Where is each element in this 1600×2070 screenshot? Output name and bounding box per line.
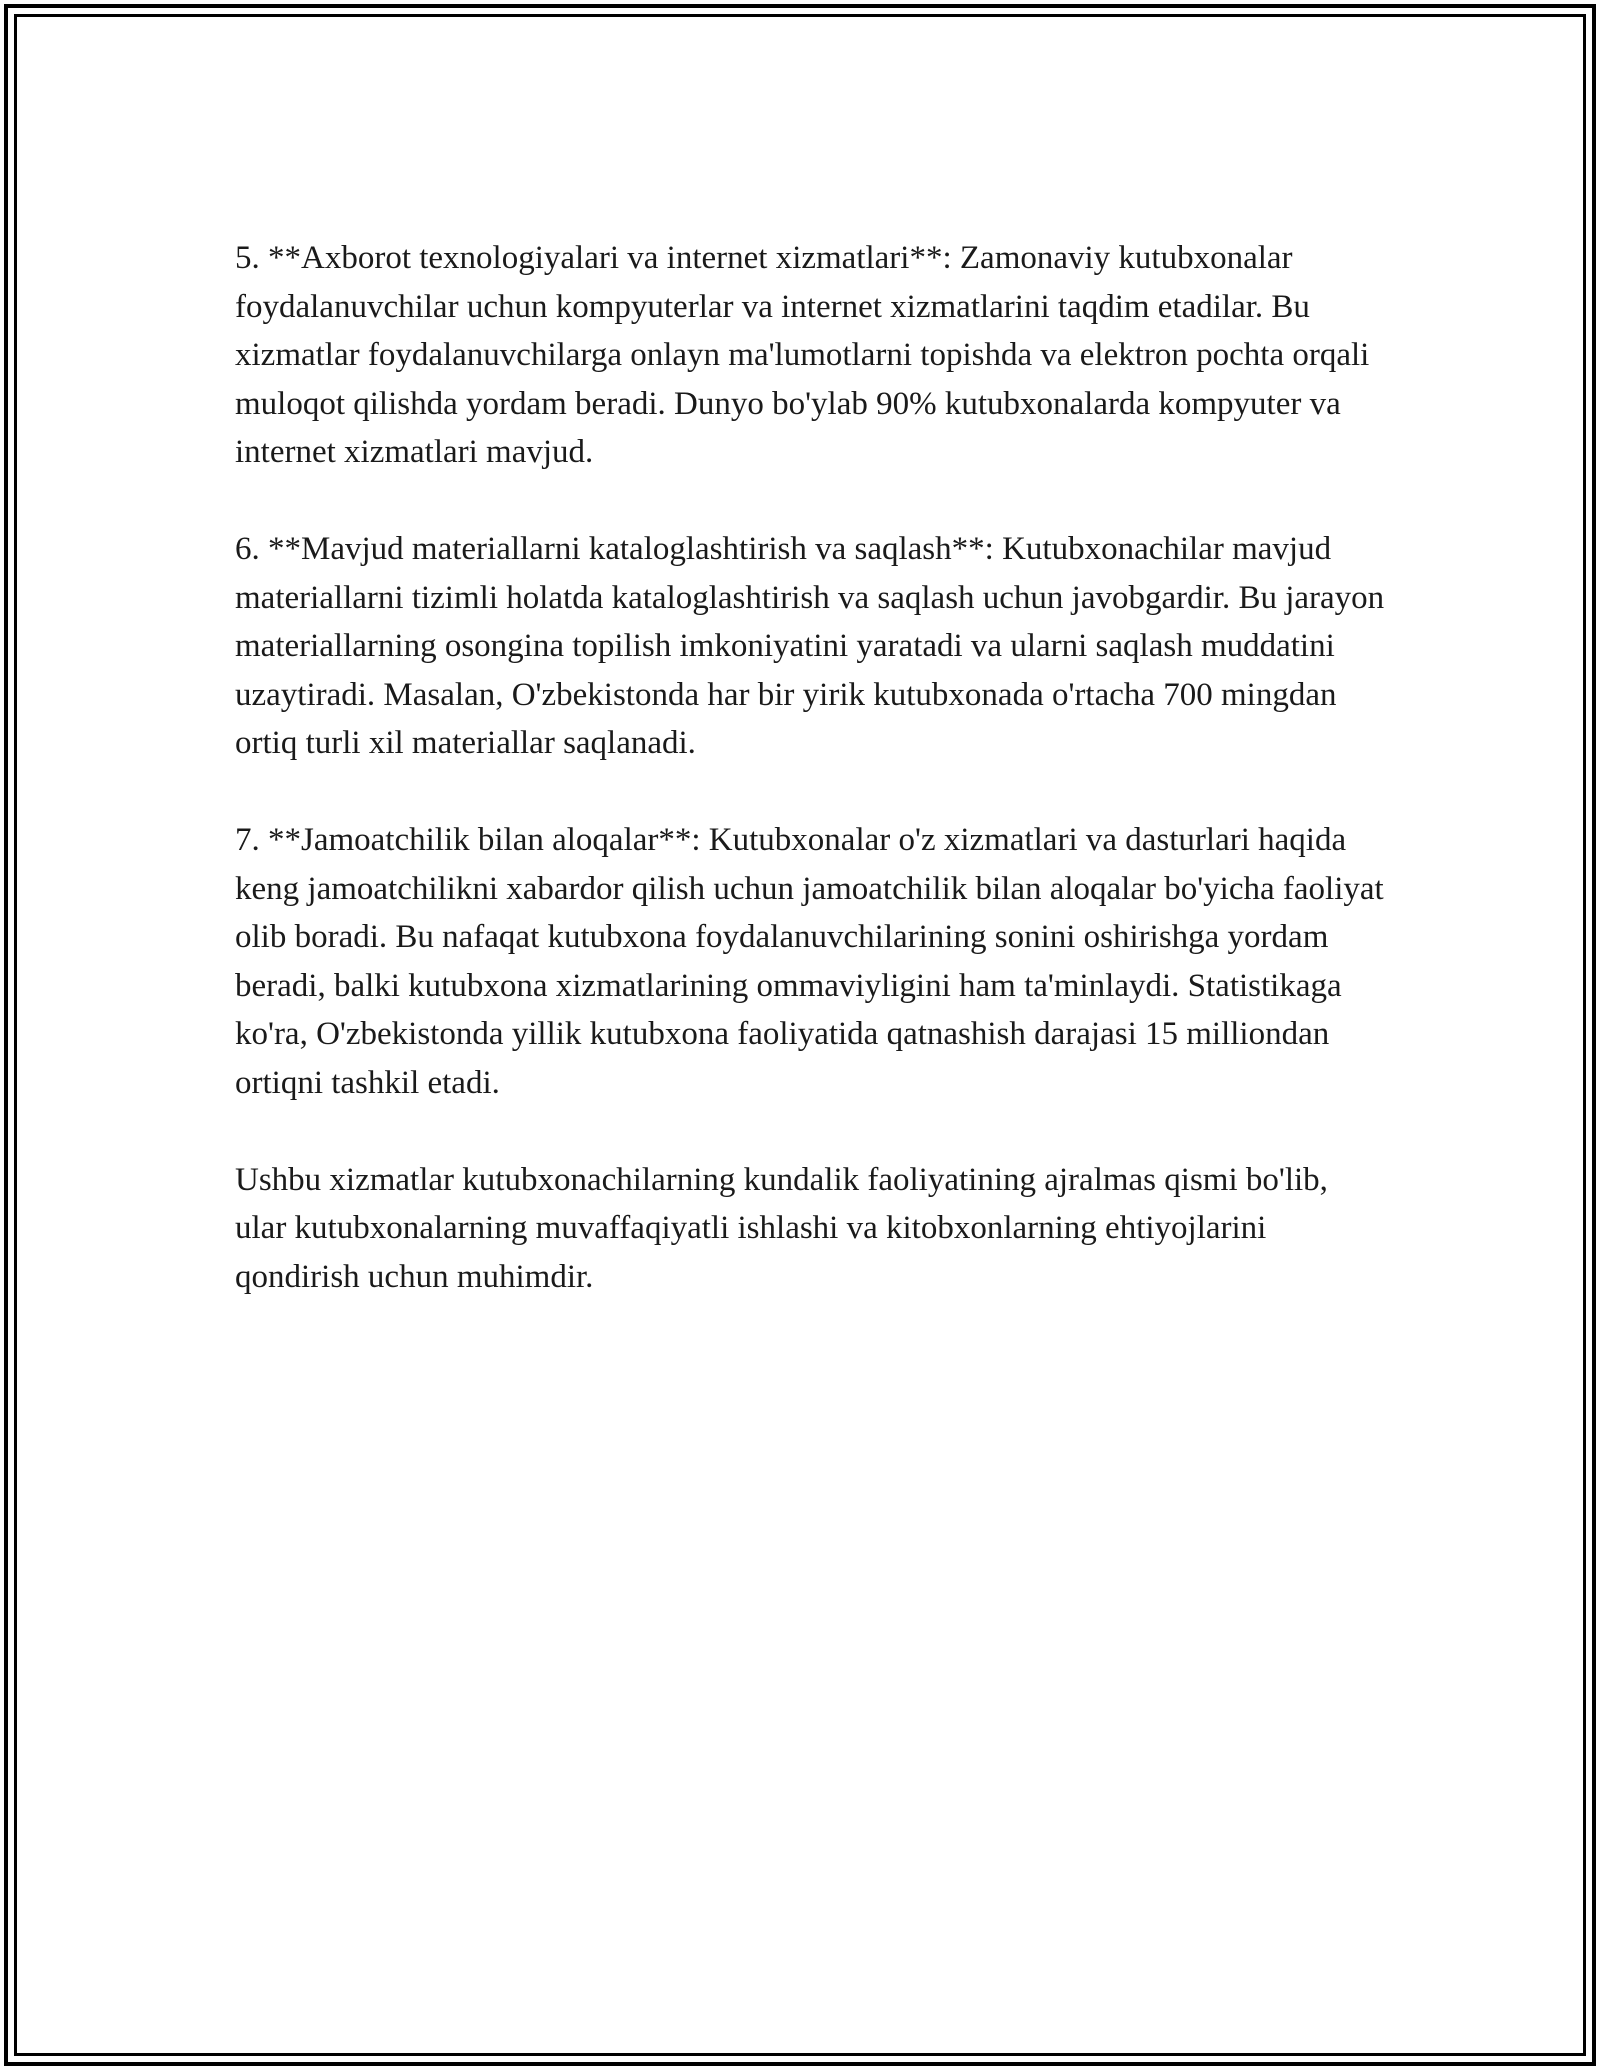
document-body: [235, 234, 1385, 1301]
paragraph-item-7: 7. **Jamoatchilik bilan aloqalar**: Kutubxonalar o'z xizmatlari va dasturlari haqida keng jamoatchilikni xabardor qilish uchun jamoatchilik bilan aloqalar bo'yicha faoliyat olib boradi. Bu nafaqat kutubxona foydalanuvchilarining sonini oshirishga yordam beradi, balki kutubxona xizmatlarining ommaviyligini ham ta'minlaydi. Statistikaga ko'ra, O'zbekistonda yillik kutubxona faoliyatida qatnashish darajasi 15 milliondan ortiqni tashkil etadi.: [235, 822, 1384, 1101]
paragraph-item-5: 5. **Axborot texnologiyalari va internet xizmatlari**: Zamonaviy kutubxonalar foydalanuvchilar uchun kompyuterlar va internet xizmatlarini taqdim etadilar. Bu xizmatlar foydalanuvchilarga onlayn ma'lumotlarni topishda va elektron pochta orqali muloqot qilishda yordam beradi. Dunyo bo'ylab 90% kutubxonalarda kompyuter va internet xizmatlari mavjud.: [235, 240, 1370, 470]
paragraph-conclusion: Ushbu xizmatlar kutubxonachilarning kundalik faoliyatining ajralmas qismi bo'lib, ular kutubxonalarning muvaffaqiyatli ishlashi va kitobxonlarning ehtiyojlarini qondirish uchun muhimdir.: [235, 1161, 1328, 1295]
paragraph-item-6: 6. **Mavjud materiallarni kataloglashtirish va saqlash**: Kutubxonachilar mavjud materiallarni tizimli holatda kataloglashtirish va saqlash uchun javobgardir. Bu jarayon materiallarning osongina topilish imkoniyatini yaratadi va ularni saqlash muddatini uzaytiradi. Masalan, O'zbekistonda har bir yirik kutubxonada o'rtacha 700 mingdan ortiq turli xil materiallar saqlanadi.: [235, 531, 1385, 761]
